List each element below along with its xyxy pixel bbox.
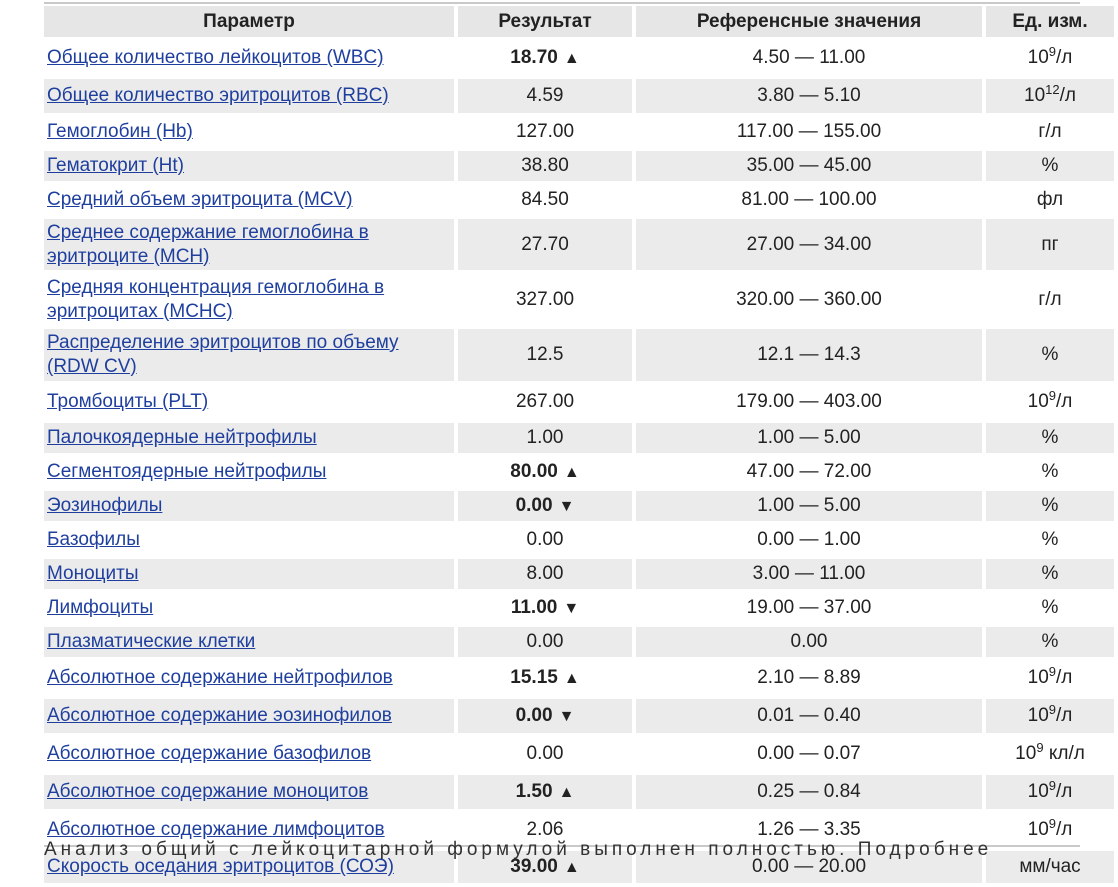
param-link[interactable]: Общее количество эритроцитов (RBC) [47, 85, 389, 106]
unit-cell [986, 219, 1114, 270]
param-cell [44, 185, 454, 215]
table-row [44, 559, 1114, 589]
reference-cell: 0.25 — 0.84 [636, 775, 982, 809]
unit-suffix: /л [1056, 819, 1073, 840]
table-row [44, 219, 1114, 270]
reference-cell: 117.00 — 155.00 [636, 117, 982, 147]
header-reference[interactable]: Референсные значения [636, 6, 982, 37]
table-row [44, 737, 1114, 771]
unit-cell [986, 117, 1114, 147]
unit-suffix: % [1041, 563, 1059, 584]
arrow-down-icon: ▼ [558, 707, 575, 725]
reference-cell: 3.80 — 5.10 [636, 79, 982, 113]
unit-cell [986, 737, 1114, 771]
table-row [44, 117, 1114, 147]
header-unit[interactable]: Ед. изм. [986, 6, 1114, 37]
param-link[interactable]: Средняя концентрация гемоглобина в эритроцитах (MCHC) [47, 276, 385, 322]
unit-base: 10 [1027, 391, 1049, 412]
result-cell [458, 423, 632, 453]
param-link[interactable]: Сегментоядерные нейтрофилы [47, 461, 327, 482]
param-link[interactable]: Скорость оседания эритроцитов (СОЭ) [47, 856, 394, 877]
table-row [44, 41, 1114, 75]
unit-suffix: кл/л [1043, 743, 1085, 764]
param-cell [44, 627, 454, 657]
unit-suffix: пг [1041, 233, 1059, 255]
unit-base: 10 [1015, 743, 1037, 764]
param-link[interactable]: Абсолютное содержание лимфоцитов [47, 819, 385, 840]
reference-cell: 19.00 — 37.00 [636, 593, 982, 623]
param-cell [44, 41, 454, 75]
table-row [44, 699, 1114, 733]
param-cell [44, 661, 454, 695]
result-cell [458, 661, 632, 695]
param-cell [44, 699, 454, 733]
unit-suffix: г/л [1038, 288, 1062, 310]
result-value: 84.50 [521, 189, 569, 210]
param-cell [44, 423, 454, 453]
param-link[interactable]: Базофилы [47, 529, 140, 550]
table-row [44, 151, 1114, 181]
param-link[interactable]: Средний объем эритроцита (MCV) [47, 189, 353, 210]
param-link[interactable]: Абсолютное содержание моноцитов [47, 781, 369, 802]
table-row [44, 185, 1114, 215]
table-row [44, 525, 1114, 555]
unit-suffix: г/л [1038, 121, 1062, 142]
table-row [44, 385, 1114, 419]
unit-exponent: 9 [1036, 740, 1044, 755]
reference-cell: 320.00 — 360.00 [636, 274, 982, 325]
result-cell [458, 737, 632, 771]
param-link[interactable]: Абсолютное содержание базофилов [47, 743, 372, 764]
result-cell [458, 117, 632, 147]
param-link[interactable]: Лимфоциты [47, 597, 154, 618]
reference-cell: 3.00 — 11.00 [636, 559, 982, 589]
result-value: 1.50 [515, 780, 553, 802]
unit-cell [986, 457, 1114, 487]
result-cell [458, 627, 632, 657]
result-value: 12.5 [526, 344, 564, 365]
unit-cell [986, 423, 1114, 453]
param-cell [44, 491, 454, 521]
param-cell [44, 79, 454, 113]
param-link[interactable]: Эозинофилы [47, 495, 163, 516]
reference-cell: 179.00 — 403.00 [636, 385, 982, 419]
arrow-up-icon: ▲ [563, 858, 580, 876]
result-value: 38.80 [521, 155, 569, 176]
unit-exponent: 9 [1048, 388, 1056, 403]
unit-suffix: % [1041, 529, 1059, 550]
reference-cell: 0.01 — 0.40 [636, 699, 982, 733]
table-row [44, 491, 1114, 521]
unit-suffix: % [1041, 155, 1059, 176]
reference-cell: 0.00 — 0.07 [636, 737, 982, 771]
unit-suffix: % [1041, 495, 1059, 516]
unit-base: 10 [1027, 781, 1049, 802]
unit-cell [986, 41, 1114, 75]
table-row [44, 627, 1114, 657]
unit-suffix: фл [1036, 189, 1064, 210]
result-value: 8.00 [526, 563, 564, 584]
param-cell [44, 775, 454, 809]
result-value: 18.70 [510, 46, 558, 68]
header-result[interactable]: Результат [458, 6, 632, 37]
result-value: 0.00 [526, 631, 564, 652]
header-param[interactable]: Параметр [44, 6, 454, 37]
unit-suffix: /л [1056, 391, 1073, 412]
param-cell [44, 329, 454, 381]
table-header-row [44, 6, 1114, 37]
table-row [44, 423, 1114, 453]
unit-cell [986, 593, 1114, 623]
result-cell [458, 775, 632, 809]
result-cell [458, 457, 632, 487]
unit-exponent: 9 [1048, 664, 1056, 679]
unit-suffix: мм/час [1019, 856, 1081, 877]
unit-cell [986, 559, 1114, 589]
lab-results-table [40, 2, 1118, 887]
unit-suffix: /л [1059, 85, 1076, 106]
reference-cell: 1.00 — 5.00 [636, 423, 982, 453]
result-cell [458, 41, 632, 75]
table-row [44, 457, 1114, 487]
reference-cell: 81.00 — 100.00 [636, 185, 982, 215]
unit-cell [986, 274, 1114, 325]
arrow-up-icon: ▲ [563, 49, 580, 67]
unit-exponent: 9 [1048, 816, 1056, 831]
result-value: 327.00 [515, 288, 575, 310]
result-value: 4.59 [526, 85, 564, 106]
result-value: 1.00 [526, 427, 564, 448]
param-link[interactable]: Гемоглобин (Hb) [47, 121, 193, 142]
unit-suffix: % [1041, 427, 1059, 448]
table-row [44, 274, 1114, 325]
reference-cell: 2.10 — 8.89 [636, 661, 982, 695]
table-row [44, 661, 1114, 695]
param-link[interactable]: Среднее содержание гемоглобина в эритроците (MCH) [47, 221, 369, 267]
unit-suffix: /л [1056, 667, 1073, 688]
unit-cell [986, 661, 1114, 695]
unit-base: 10 [1027, 47, 1049, 68]
param-cell [44, 737, 454, 771]
unit-suffix: /л [1056, 705, 1073, 726]
result-cell [458, 525, 632, 555]
unit-base: 10 [1027, 667, 1049, 688]
param-link[interactable]: Абсолютное содержание эозинофилов [47, 705, 392, 726]
param-link[interactable]: Абсолютное содержание нейтрофилов [47, 667, 393, 688]
result-cell [458, 329, 632, 381]
reference-cell: 0.00 [636, 627, 982, 657]
unit-cell [986, 385, 1114, 419]
unit-exponent: 9 [1048, 44, 1056, 59]
unit-exponent: 12 [1045, 82, 1060, 97]
unit-cell [986, 79, 1114, 113]
table-row [44, 775, 1114, 809]
param-cell [44, 219, 454, 270]
param-cell [44, 559, 454, 589]
table-row [44, 593, 1114, 623]
result-cell [458, 219, 632, 270]
unit-cell [986, 185, 1114, 215]
unit-base: 10 [1027, 705, 1049, 726]
reference-cell: 4.50 — 11.00 [636, 41, 982, 75]
result-cell [458, 185, 632, 215]
param-link[interactable]: Распределение эритроцитов по объему (RDW CV) [47, 332, 399, 377]
arrow-down-icon: ▼ [563, 599, 580, 617]
arrow-up-icon: ▲ [563, 669, 580, 687]
param-cell [44, 593, 454, 623]
result-value: 11.00 [510, 596, 558, 618]
reference-cell: 1.26 — 3.35 [636, 813, 982, 847]
reference-cell: 0.00 — 1.00 [636, 525, 982, 555]
param-link[interactable]: Палочкоядерные нейтрофилы [47, 427, 317, 448]
table-row [44, 79, 1114, 113]
result-value: 0.00 [515, 704, 553, 726]
unit-exponent: 9 [1048, 778, 1056, 793]
result-value: 80.00 [510, 460, 558, 482]
reference-cell: 27.00 — 34.00 [636, 219, 982, 270]
result-value: 27.70 [521, 233, 569, 255]
param-cell [44, 151, 454, 181]
result-value: 0.00 [515, 494, 553, 516]
param-link[interactable]: Моноциты [47, 563, 139, 584]
unit-suffix: % [1041, 461, 1059, 482]
unit-cell [986, 491, 1114, 521]
result-cell [458, 79, 632, 113]
result-value: 0.00 [526, 529, 564, 550]
result-value: 0.00 [526, 743, 564, 764]
unit-cell [986, 699, 1114, 733]
param-cell [44, 525, 454, 555]
result-cell [458, 274, 632, 325]
unit-suffix: % [1041, 344, 1059, 365]
reference-cell: 0.00 — 20.00 [636, 851, 982, 883]
result-value: 15.15 [510, 666, 558, 688]
result-value: 267.00 [515, 391, 575, 412]
result-cell [458, 559, 632, 589]
unit-exponent: 9 [1048, 702, 1056, 717]
table-body [44, 41, 1114, 883]
reference-cell: 47.00 — 72.00 [636, 457, 982, 487]
result-value: 2.06 [526, 819, 564, 840]
arrow-up-icon: ▲ [558, 783, 575, 801]
param-link[interactable]: Плазматические клетки [47, 631, 256, 652]
unit-cell [986, 775, 1114, 809]
arrow-down-icon: ▼ [558, 497, 575, 515]
unit-suffix: /л [1056, 47, 1073, 68]
table-row [44, 329, 1114, 381]
result-cell [458, 593, 632, 623]
result-value: 39.00 [510, 855, 558, 877]
param-cell [44, 385, 454, 419]
param-cell [44, 457, 454, 487]
reference-cell: 12.1 — 14.3 [636, 329, 982, 381]
param-link[interactable]: Тромбоциты (PLT) [47, 391, 209, 412]
unit-suffix: % [1041, 597, 1059, 618]
unit-cell [986, 525, 1114, 555]
unit-base: 10 [1024, 85, 1046, 106]
footer-cut-text: Анализ общий с лейкоцитарной формулой выполнен полностью. Подробнее [44, 839, 993, 860]
result-cell [458, 491, 632, 521]
arrow-up-icon: ▲ [563, 463, 580, 481]
result-cell [458, 385, 632, 419]
result-value: 127.00 [515, 121, 575, 142]
param-cell [44, 274, 454, 325]
unit-cell [986, 151, 1114, 181]
param-link[interactable]: Общее количество лейкоцитов (WBC) [47, 47, 384, 68]
reference-cell: 1.00 — 5.00 [636, 491, 982, 521]
result-cell [458, 151, 632, 181]
unit-suffix: /л [1056, 781, 1073, 802]
param-link[interactable]: Гематокрит (Ht) [47, 155, 184, 176]
unit-cell [986, 329, 1114, 381]
reference-cell: 35.00 — 45.00 [636, 151, 982, 181]
param-cell [44, 117, 454, 147]
unit-suffix: % [1041, 631, 1059, 652]
unit-base: 10 [1027, 819, 1049, 840]
unit-cell [986, 627, 1114, 657]
result-cell [458, 699, 632, 733]
